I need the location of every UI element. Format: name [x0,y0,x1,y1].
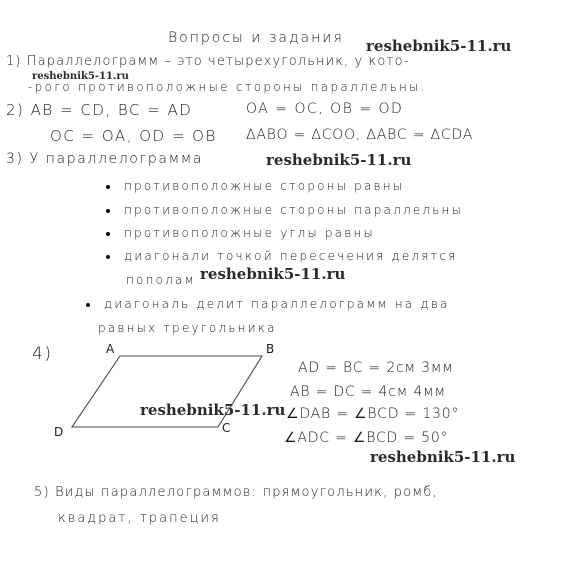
vertex-label-a: A [106,342,115,356]
vertex-label-b: B [266,342,275,356]
q3-bullet-5-text: диагональ делит параллелограмм на два [104,297,450,311]
q5-line-1: 5) Виды параллелограммов: прямоугольник, ромб, [34,485,438,500]
q3-bullet-4-continued: пополам [126,273,196,287]
vertex-label-c: C [222,421,231,435]
q4-equation-1: AD = BC = 2см 3мм [298,360,454,376]
q4-number: 4) [32,344,53,364]
q3-bullet-3-text: противоположные углы равны [124,226,375,240]
page-bottom-margin [0,540,568,574]
q2-line-2-right: ∆ABO = ∆COO, ∆ABC = ∆CDA [246,127,474,143]
watermark-2: reshebnik5-11.ru [32,71,129,82]
vertex-label-d: D [54,425,64,439]
q1-line-1: 1) Параллелограмм – это четырехугольник, у кото- [6,54,410,69]
watermark-3: reshebnik5-11.ru [266,151,412,169]
q1-line-2: -рого противоположные стороны параллельны. [28,80,427,94]
q3-bullet-2-text: противоположные стороны параллельны [124,203,463,217]
q3-bullet-4-text: диагонали точкой пересечения делятся [124,249,458,263]
page-title: Вопросы и задания [168,30,344,46]
q2-line-1-right: OA = OC, OB = OD [246,101,404,117]
watermark-6: reshebnik5-11.ru [370,448,516,466]
q5-line-2: квадрат, трапеция [58,511,221,526]
q4-equation-2: AB = DC = 4см 4мм [290,384,446,400]
q2-line-2-left: OC = OA, OD = OB [50,127,217,145]
q3-heading: 3) У параллелограмма [6,151,204,167]
q4-equation-3: ∠DAB = ∠BCD = 130° [286,406,460,422]
q2-line-1-left: 2) AB = CD, BC = AD [6,101,193,119]
watermark-5: reshebnik5-11.ru [140,401,286,419]
q4-equation-4: ∠ADC = ∠BCD = 50° [284,430,449,446]
watermark-1: reshebnik5-11.ru [366,37,512,55]
watermark-4: reshebnik5-11.ru [200,265,346,283]
q3-bullet-5-continued: равных треугольника [98,321,277,335]
q3-bullet-1-text: противоположные стороны равны [124,179,405,193]
